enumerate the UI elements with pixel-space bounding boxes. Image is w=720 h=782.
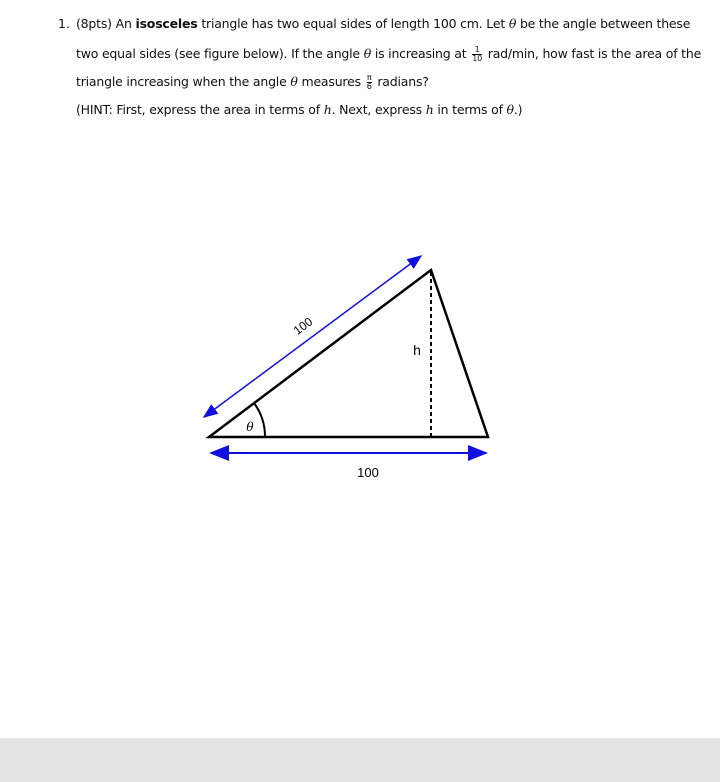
side-label: 100 — [290, 314, 316, 338]
angle-arc — [254, 403, 265, 437]
rate-fraction: $\frac{1}{10}$ — [472, 45, 482, 63]
side-dimension-arrow — [204, 256, 421, 417]
problem-line-1: (8pts) An isosceles triangle has two equal sides of length 100 cm. Let θ be the angle between these — [76, 16, 691, 31]
triangle — [209, 270, 488, 437]
problem-number: 1. — [58, 16, 70, 31]
problem-line-3: triangle increasing when the angle θ measures $\frac{\pi}{6}$ radians? — [76, 73, 429, 91]
problem-line-2: two equal sides (see figure below). If the angle θ is increasing at $\frac{1}{10}$ rad/min, how fast is the area of the — [76, 45, 702, 63]
angle-fraction: $\frac{\pi}{6}$ — [366, 73, 372, 91]
footer-bar — [0, 738, 720, 782]
hint-line: (HINT: First, express the area in terms of h. Next, express h in terms of θ.) — [76, 102, 523, 117]
base-label: 100 — [357, 465, 379, 480]
height-label: h — [413, 342, 421, 358]
angle-label: θ — [246, 420, 254, 434]
